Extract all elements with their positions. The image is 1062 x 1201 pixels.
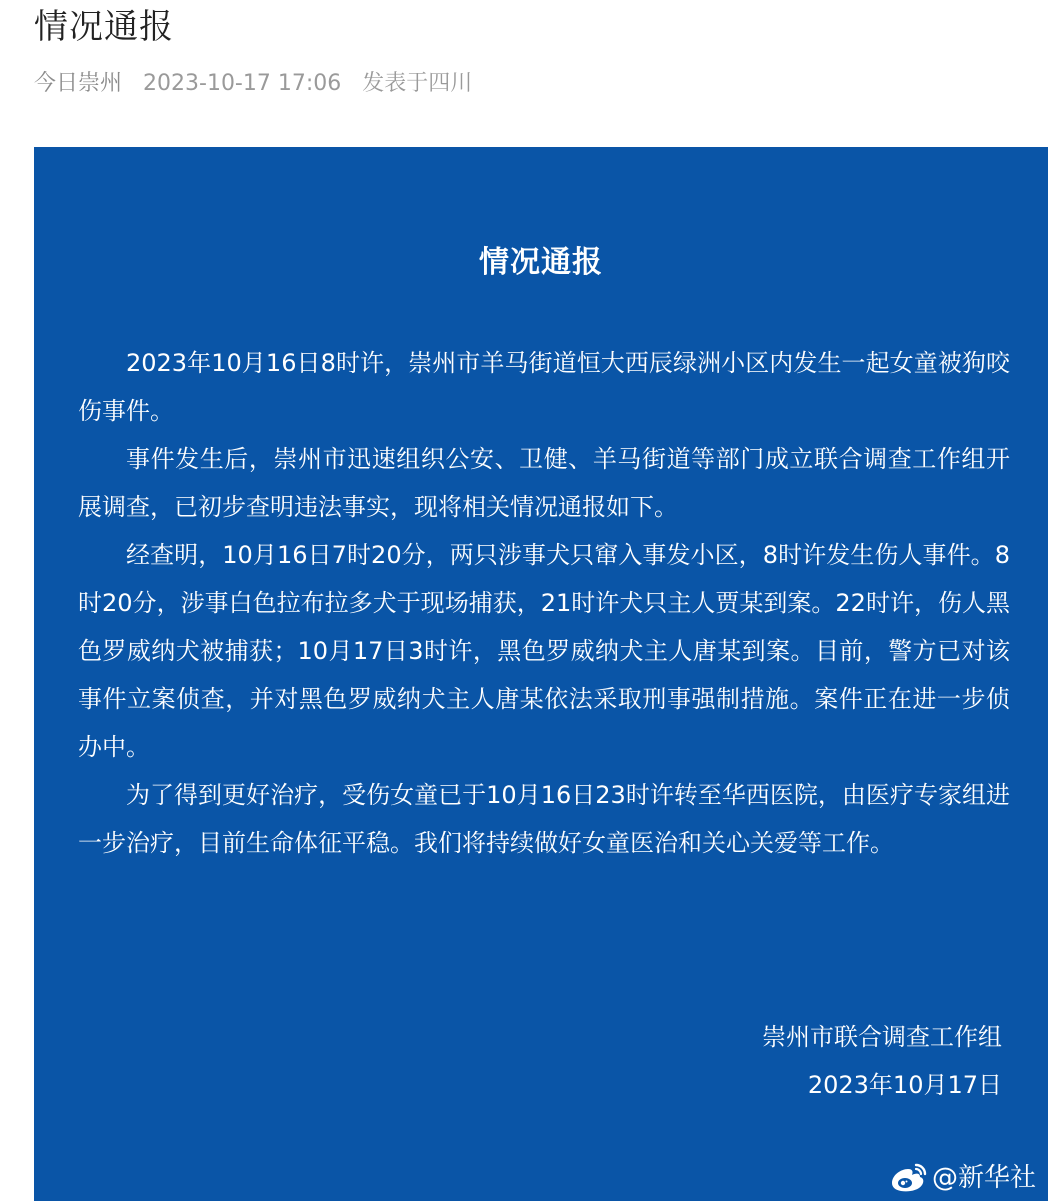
signer-name: 崇州市联合调查工作组	[762, 1023, 1002, 1051]
publish-location: 发表于四川	[362, 71, 473, 96]
notice-paragraph: 经查明，10月16日7时20分，两只涉事犬只窜入事发小区，8时许发生伤人事件。8时20分，涉事白色拉布拉多犬于现场捕获，21时许犬只主人贾某到案。22时许，伤人黑色罗威纳犬被捕获；10月17日3时许，黑色罗威纳犬主人唐某到案。目前，警方已对该事件立案侦查，并对黑色罗威纳犬主人唐某依法采取刑事强制措施。案件正在进一步侦办中。	[78, 541, 1010, 761]
account-name[interactable]: 今日崇州	[34, 71, 123, 96]
notice-signature	[762, 1013, 1002, 1109]
notice-title: 情况通报	[479, 245, 603, 280]
notice-paragraph: 为了得到更好治疗，受伤女童已于10月16日23时许转至华西医院，由医疗专家组进一步治疗，目前生命体征平稳。我们将持续做好女童医治和关心关爱等工作。	[78, 781, 1010, 857]
watermark-text: @新华社	[931, 1163, 1036, 1193]
article-title: 情况通报	[34, 7, 174, 47]
notice-paragraph: 事件发生后，崇州市迅速组织公安、卫健、羊马街道等部门成立联合调查工作组开展调查，已初步查明违法事实，现将相关情况通报如下。	[78, 445, 1010, 521]
weibo-icon	[888, 1162, 928, 1194]
notice-image	[34, 147, 1048, 1201]
publish-datetime: 2023-10-17 17:06	[143, 71, 342, 96]
notice-paragraph: 2023年10月16日8时许，崇州市羊马街道恒大西辰绿洲小区内发生一起女童被狗咬伤事件。	[78, 349, 1010, 425]
notice-body	[78, 339, 1010, 867]
signature-date: 2023年10月17日	[807, 1071, 1002, 1099]
article-meta	[34, 68, 486, 100]
source-watermark	[888, 1161, 1036, 1195]
